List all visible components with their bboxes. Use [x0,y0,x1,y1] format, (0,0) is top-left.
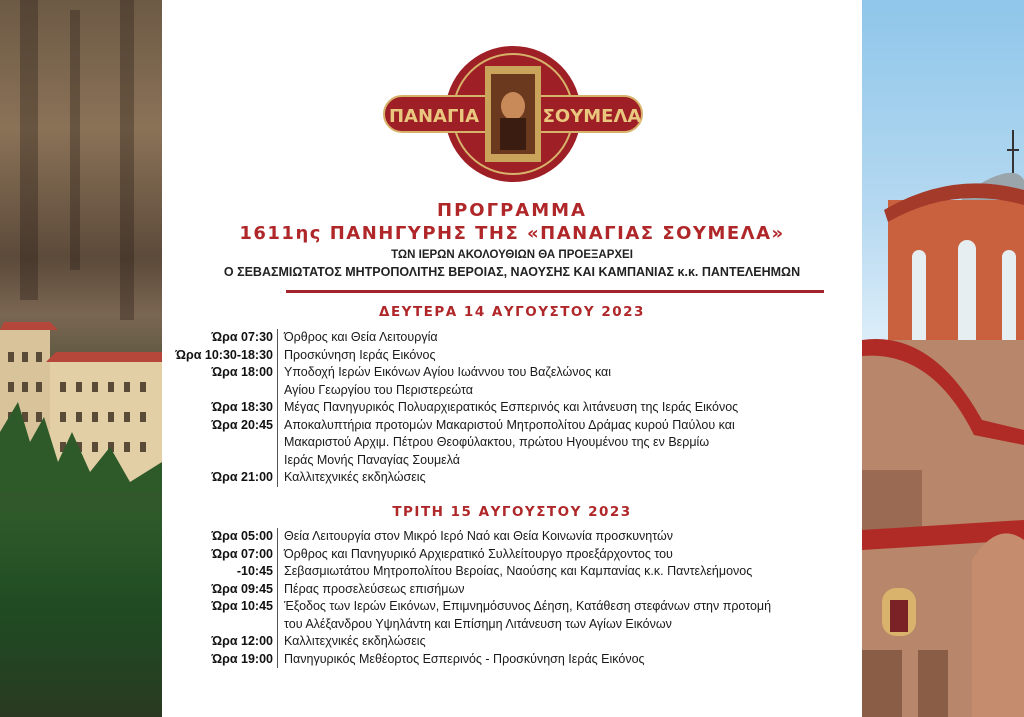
schedule-desc: Όρθρος και Θεία Λειτουργία [277,329,858,347]
logo-right-word: ΣΟΥΜΕΛΑ [542,106,642,127]
schedule-row [198,528,858,546]
festival-title: 1611ης ΠΑΝΗΓΥΡΗΣ ΤΗΣ «ΠΑΝΑΓΙΑΣ ΣΟΥΜΕΛΑ» [239,223,785,244]
schedule-time: Ώρα 10:45 [211,599,273,613]
day1-schedule [175,329,858,487]
schedule-desc: Όρθρος και Πανηγυρικό Αρχιερατικό Συλλείτουργο προεξάρχοντος του Σεβασμιωτάτου Μητροπολίτου Βεροίας, Ναούσης και Καμπανίας κ.κ. Παντελεήμονος [277,546,858,581]
schedule-row [198,417,858,470]
schedule-desc: Έξοδος των Ιερών Εικόνων, Επιμνημόσυνος Δέηση, Κατάθεση στεφάνων στην προτομή του Αλέξανδρου Υψηλάντη και Επίσημη Λιτάνευση των Αγίων Εικόνων [277,598,858,633]
schedule-time: Ώρα 18:30 [211,400,273,414]
schedule-desc: Υποδοχή Ιερών Εικόνων Αγίου Ιωάννου του Βαζελώνος και Αγίου Γεωργίου του Περιστερεώτα [277,364,858,399]
monastery-building-icon [0,322,162,492]
schedule-desc: Προσκύνηση Ιεράς Εικόνος [277,347,858,365]
day2-schedule [198,528,858,668]
panagia-soumela-logo [382,44,644,184]
schedule-desc: Αποκαλυπτήρια προτομών Μακαριστού Μητροπολίτου Δράμας κυρού Παύλου και Μακαριστού Αρχιμ. Πέτρου Θεοφύλακτου, πρώτου Ηγουμένου της εν Βερμίω Ιεράς Μονής Παναγίας Σουμελά [277,417,858,470]
schedule-desc: Καλλιτεχνικές εκδηλώσεις [277,633,858,651]
church-dome-icon [862,0,1024,717]
schedule-desc: Μέγας Πανηγυρικός Πολυαρχιερατικός Εσπερινός και λιτάνευση της Ιεράς Εικόνος [277,399,858,417]
monastery-cliff-photo [0,0,162,717]
program-title: ΠΡΟΓΡΑΜΜΑ [437,200,587,221]
schedule-time: Ώρα 10:30-18:30 [175,347,273,362]
divider [286,290,824,293]
logo-left-word: ΠΑΝΑΓΙΑ [388,106,480,127]
schedule-time: Ώρα 21:00 [211,470,273,484]
schedule-row [198,469,858,487]
subtitle-line-2: Ο ΣΕΒΑΣΜΙΩΤΑΤΟΣ ΜΗΤΡΟΠΟΛΙΤΗΣ ΒΕΡΟΙΑΣ, ΝΑΟΥΣΗΣ ΚΑΙ ΚΑΜΠΑΝΙΑΣ κ.κ. ΠΑΝΤΕΛΕΗΜΩΝ [223,265,801,279]
schedule-time: Ώρα 20:45 [211,417,273,432]
schedule-row [198,598,858,633]
day1-heading: ΔΕΥΤΕΡΑ 14 ΑΥΓΟΥΣΤΟΥ 2023 [379,304,645,320]
schedule-time: Ώρα 07:00 -10:45 [211,546,273,578]
schedule-time: Ώρα 19:00 [211,651,273,666]
schedule-desc: Πέρας προσελεύσεως επισήμων [277,581,858,599]
schedule-row [198,651,858,669]
schedule-time: Ώρα 05:00 [211,529,273,543]
schedule-row [198,329,858,347]
schedule-desc: Θεία Λειτουργία στον Μικρό Ιερό Ναό και Θεία Κοινωνία προσκυνητών [277,528,858,546]
schedule-time: Ώρα 12:00 [211,634,273,648]
day2-heading: ΤΡΙΤΗ 15 ΑΥΓΟΥΣΤΟΥ 2023 [392,504,632,520]
subtitle-line-1: ΤΩΝ ΙΕΡΩΝ ΑΚΟΛΟΥΘΙΩΝ ΘΑ ΠΡΟΕΞΑΡΧΕΙ [391,249,633,261]
schedule-row [198,399,858,417]
schedule-desc: Πανηγυρικός Μεθέορτος Εσπερινός - Προσκύνηση Ιεράς Εικόνος [277,651,858,669]
program-document [162,0,862,717]
schedule-row [198,546,858,581]
church-photo [862,0,1024,717]
schedule-row [175,347,858,365]
schedule-time: Ώρα 09:45 [211,581,273,596]
schedule-desc: Καλλιτεχνικές εκδηλώσεις [277,469,858,487]
schedule-row [198,364,858,399]
schedule-row [198,633,858,651]
schedule-time: Ώρα 18:00 [211,365,273,379]
schedule-time: Ώρα 07:30 [211,330,273,344]
schedule-row [198,581,858,599]
